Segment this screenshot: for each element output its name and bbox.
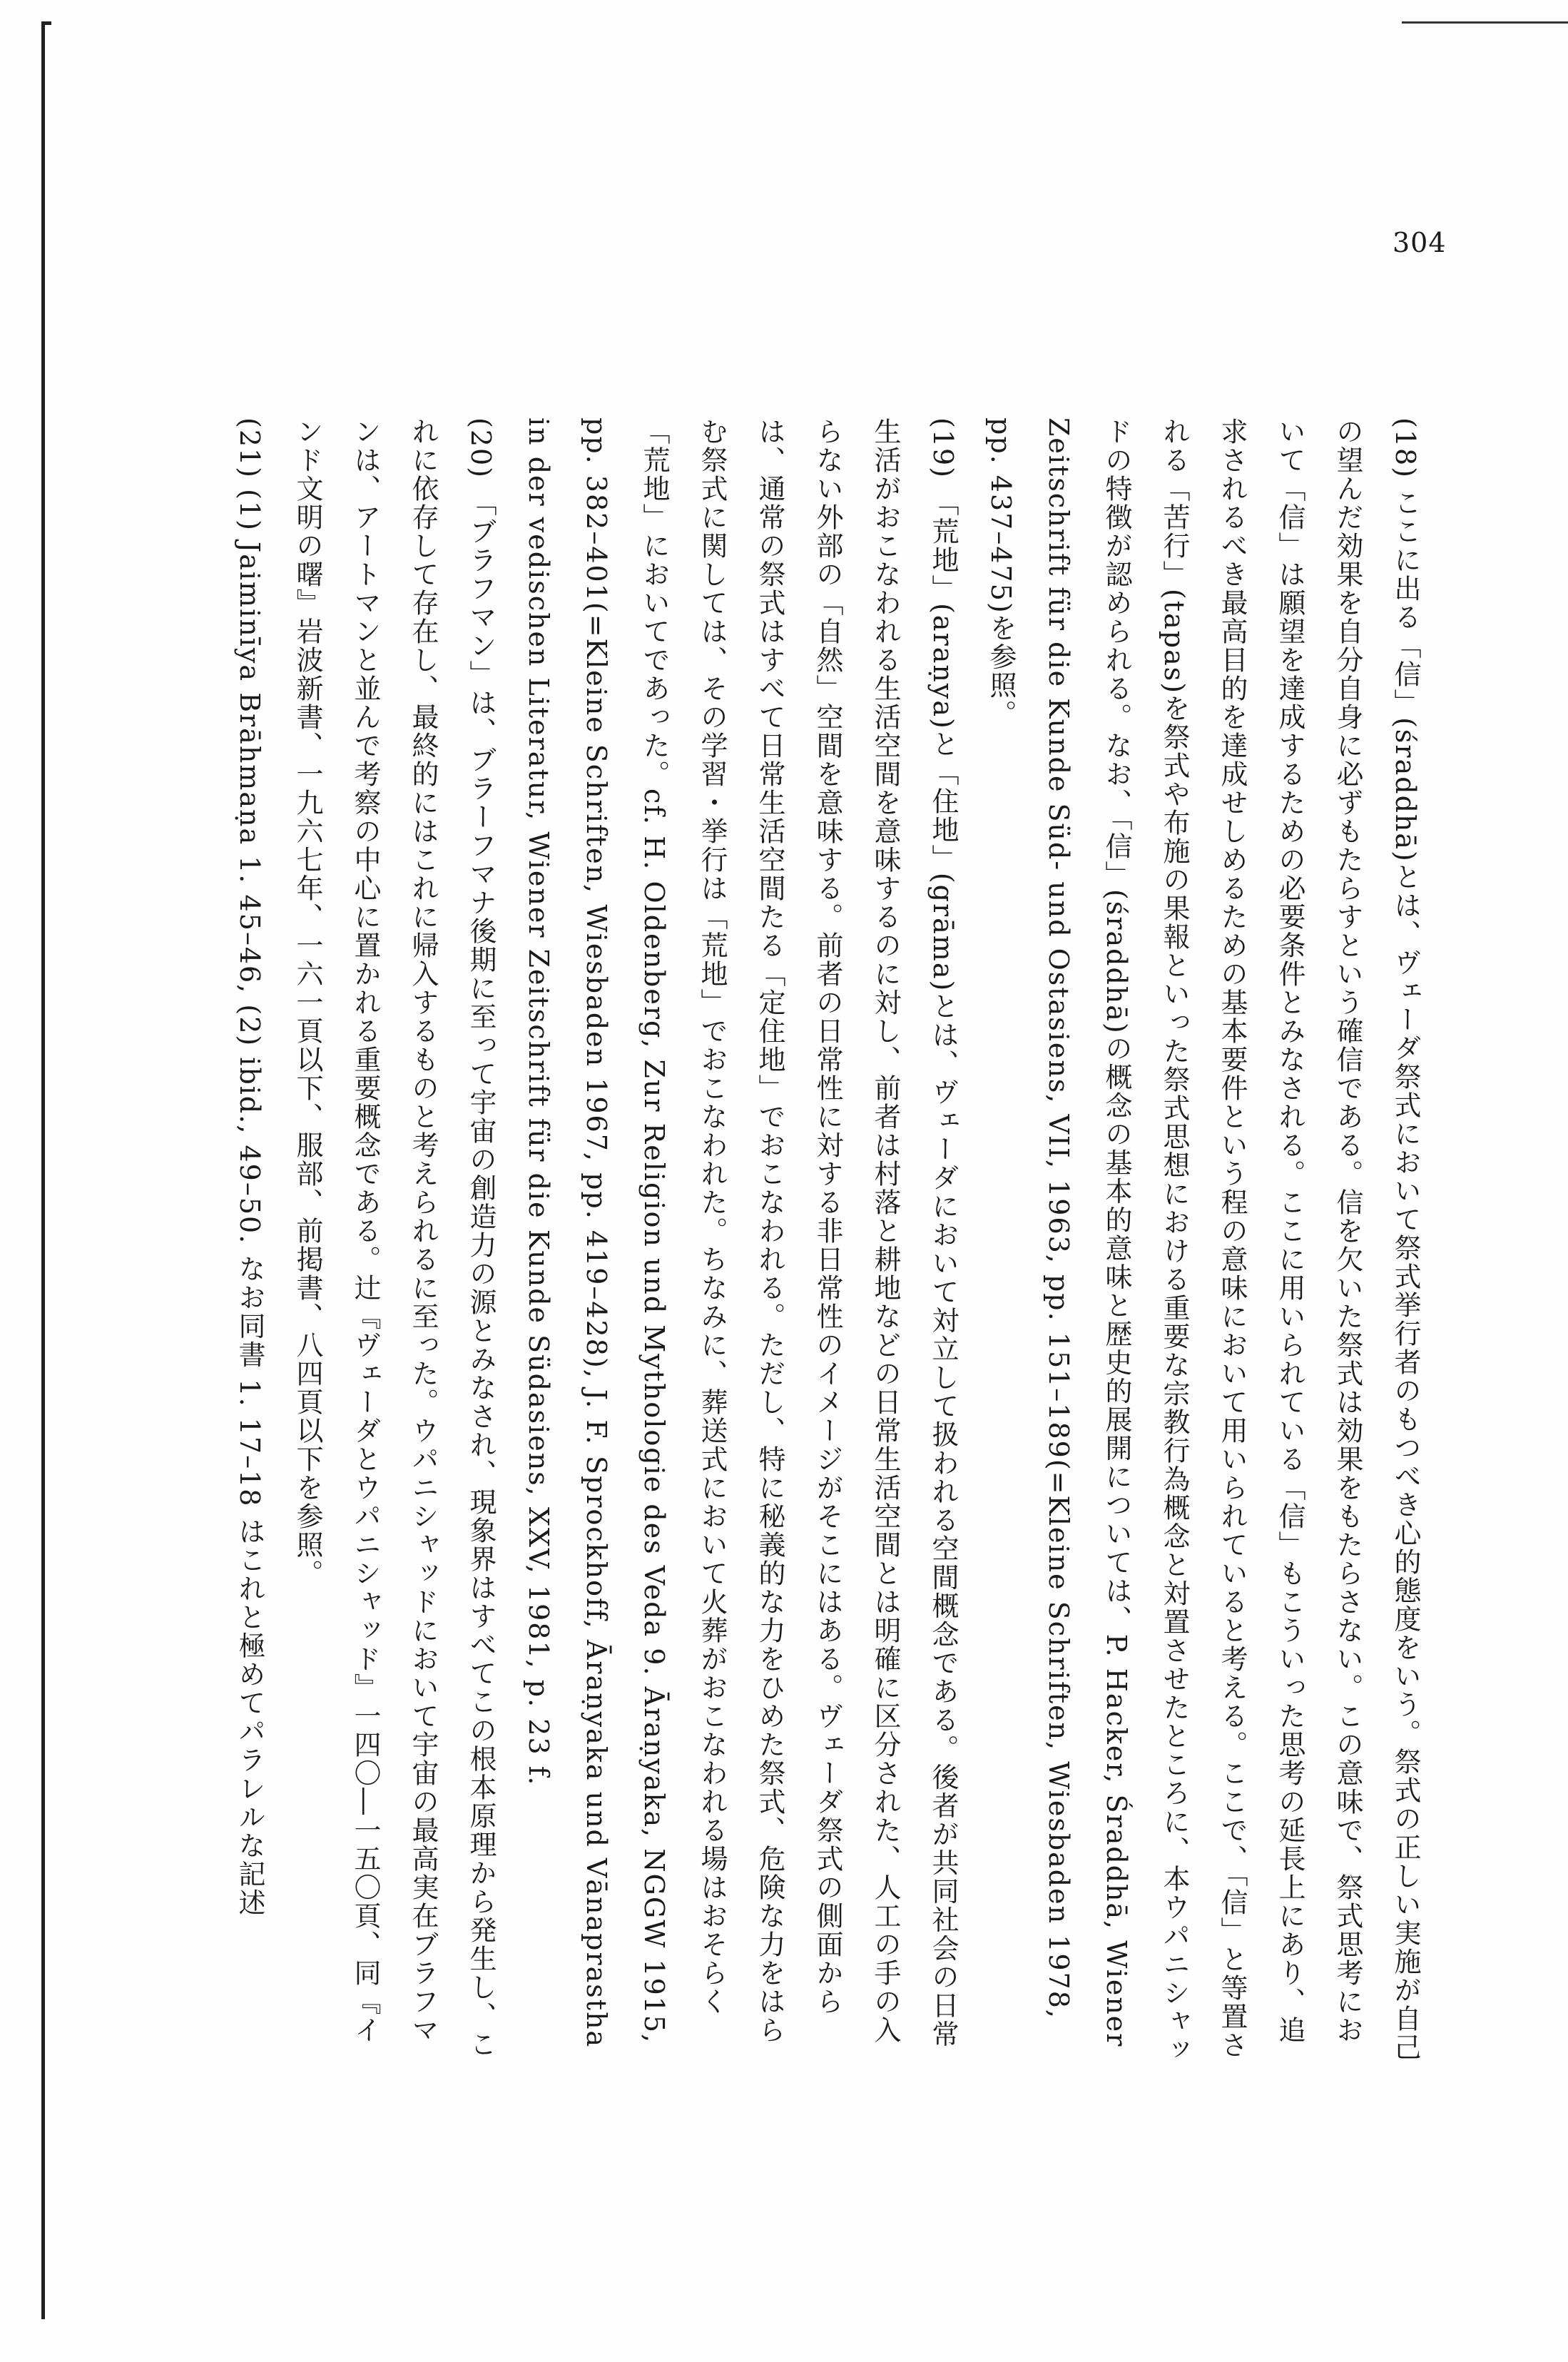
page-edge-tick xyxy=(41,21,51,25)
page-number: 304 xyxy=(1393,227,1447,258)
note-number: (18) xyxy=(1390,417,1421,480)
note-text: (1) Jaiminīya Brāhmaṇa 1. 45–46, (2) ibid., 49–50. なお同書 1. 17–18 はこれと極めてパラレルな記述 xyxy=(234,489,265,1917)
page-edge-line xyxy=(41,21,45,2319)
note-21 xyxy=(220,417,278,2066)
note-number: (21) xyxy=(234,417,265,480)
note-number: (20) xyxy=(465,417,497,480)
notes-body xyxy=(214,417,1434,2066)
note-text: 「荒地」(araṇya)と「住地」(grāma)とは、ヴェーダにおいて対立して扱われる空間概念である。後者が共同社会の日常生活がおこなわれる生活空間を意味するのに対し、前者は村落と耕地などの日常生活空間とは明確に区分された、人工の手の入らない外部の「自然」空間を意味する。前者の日常性に対する非日常性のイメージがそこにはある。ヴェーダ祭式の側面からは、通常の祭式はすべて日常生活空間たる「定住地」でおこなわれる。ただし、特に秘義的な力をひめた祭式、危険な力をはらむ祭式に関しては、その学習・挙行は「荒地」でおこなわれた。ちなみに、葬送式において火葬がおこなわれる場はおそらく「荒地」においてであった。cf. H. Oldenberg, Zur Religion und Mythologie des Veda 9. Āraṇyaka, NGGW 1915, pp. 382–401(=Kleine Schriften, Wiesbaden 1967, pp. 419–428), J. F. Sprockhoff, Āraṇyaka und Vānaprastha in der vedischen Literatur, Wiener Zeitschrift für die Kunde Südasiens, XXV, 1981, p. 23 f. xyxy=(523,417,959,2049)
note-number: (19) xyxy=(927,417,959,480)
note-20 xyxy=(278,417,509,2066)
note-19 xyxy=(509,417,972,2066)
note-text: ここに出る「信」(śraddhā)とは、ヴェーダ祭式において祭式挙行者のもつべき心的態度をいう。祭式の正しい実施が自己の望んだ効果を自分自身に必ずもたらすという確信である。信を欠いた祭式は効果をもたらさない。この意味で、祭式思考において「信」は願望を達成するための必要条件とみなされる。ここに用いられている「信」もこういった思考の延長上にあり、追求されるべき最高目的を達成せしめるための基本要件という程の意味において用いられていると考える。ここで、「信」と等置される「苦行」(tapas)を祭式や布施の果報といった祭式思想における重要な宗教行為概念と対置させたところに、本ウパニシャッドの特徴が認められる。なお、「信」(śraddhā)の概念の基本的意味と歴史的展開については、P. Hacker, Śraddhā, Wiener Zeitschrift für die Kunde Süd- und Ostasiens, VII, 1963, pp. 151–189(=Kleine Schriften, Wiesbaden 1978, pp. 437–475)を参照。 xyxy=(985,417,1421,2065)
note-18 xyxy=(972,417,1434,2066)
top-rule xyxy=(1402,21,1568,24)
note-text: 「ブラフマン」は、ブラーフマナ後期に至って宇宙の創造力の源とみなされ、現象界はすべてこの根本原理から発生し、これに依存して存在し、最終的にはこれに帰入するものと考えられるに至った。ウパニシャッドにおいて宇宙の最高実在ブラフマンは、アートマンと並んで考察の中心に置かれる重要概念である。辻『ヴェーダとウパニシャッド』一四〇―一五〇頁、同『インド文明の曙』岩波新書、一九六七年、一六一頁以下、服部、前掲書、八四頁以下を参照。 xyxy=(292,417,497,2059)
